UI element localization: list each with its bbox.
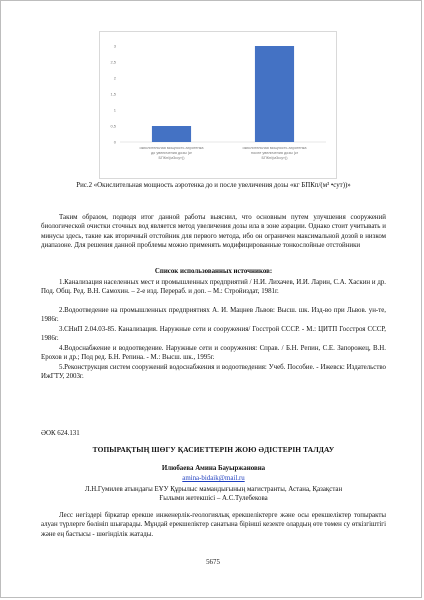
reference-item-3: 3.СНиП 2.04.03-85. Канализация. Наружные сети и сооружения/ Госстрой СССР. - М.: ЦИТП Госстроя СССР, 1986г. [41,326,386,343]
udk-code: ӘОК 624.131 [41,430,80,437]
page-number: 5675 [206,559,220,566]
figure-caption: Рис.2 «Окислительная мощность аэротенка до и после увеличения дозы «кг БПКп/(м³ •сут))» [76,182,351,189]
abstract-paragraph: Лесс негіздері біркатар ерекше инженерлік-геологиялық ерекшеліктерге және осы ерекшеліктер топыракты алуан түрлерге бөлініп шығарады. Мұндай ерекшеліктер санатына бірінші кезекте олардың өте төмен су өткізгіштігі және ең бастысы - шөгінділік жатады. [41,512,386,538]
bar-1 [152,126,191,142]
x-category-label: окислительная мощность аэротенка [242,146,307,150]
article-author: Илюбаева Амина Бауыржановна [161,465,266,472]
affiliation-line: Л.Н.Гумилев атындағы ЕҰУ Құрылыс мамандығының магистранты, Астана, Қазақстан [84,486,343,493]
y-tick-label: 2 [113,75,116,81]
y-tick-label: 2,5 [110,59,116,65]
reference-item-4: 4.Водоснабжение и водоотведение. Наружные сети и сооружения: Справ. / Б.Н. Репин, С.Е. Запорожец, В.Н. Ерохов и др.; Под ред. Б.Н. Репина. - М.: Высш. шк., 1995г. [41,345,386,362]
references-heading: Список использованных источников: [154,268,273,275]
reference-item-2: 2.Водоотведение на промышленных предприятиях А. И. Мацнев Львов: Высш. шк. Изд-во при Львов. ун-те, 1986г. [41,307,386,324]
y-tick-label: 0,5 [110,123,116,129]
supervisor-line: Ғылыми жетекшісі – А.С.Тулебекова [159,495,268,503]
reference-item-5: 5.Реконструкция систем сооружений водоснабжения и водоотведения: Учеб. Пособие. - Ижевск: Издательство ИжГТУ, 2003г. [41,364,386,381]
x-category-label: БПКп/(м3•сут)) [158,156,185,160]
conclusion-paragraph: Таким образом, подводя итог данной работы выяснил, что основным путем улучшения сооружений биологической очистки сточных вод является метод увеличения дозы ила в зоне аэрации. Однако стоит учитывать и минусы здесь, такие как вторичный отстойник для первого метода, ибо он ограничен максимальной дозой в низком диапазоне. Для решения данной проблемы можно применять модифицированные тонкослойные отстойники [41,214,386,250]
x-category-label: БПКп/(м3•сут)) [261,156,288,160]
reference-item-1: 1.Канализация населенных мест и промышленных предприятий / Н.И. Лихачев, И.И. Ларин, С.А. Хаскин и др. Под. Общ. Ред. В.Н. Самохин. – 2-е изд. Перераб. и доп. – М.: Стройиздат, 1981г. [41,279,386,296]
y-tick-label: 0 [113,139,116,145]
x-category-label: до увеличения дозы (кг [150,151,193,155]
author-email-link[interactable]: amina-bidaik@mail.ru [182,475,245,482]
y-tick-label: 1 [113,107,116,113]
bar-chart [99,31,337,179]
article-title: ТОПЫРАҚТЫҢ ШӨГУ ҚАСИЕТТЕРІН ЖОЮ ӘДІСТЕРІН ТАЛДАУ [92,445,335,454]
y-tick-label: 1,5 [110,91,116,97]
bar-2 [255,46,294,142]
y-tick-label: 3 [113,43,116,49]
x-category-label: после увеличения дозы (кг [250,151,299,155]
author-affiliation [41,485,386,504]
x-category-label: окислительная мощность аэротенка [139,146,204,150]
chart-svg [100,32,336,178]
